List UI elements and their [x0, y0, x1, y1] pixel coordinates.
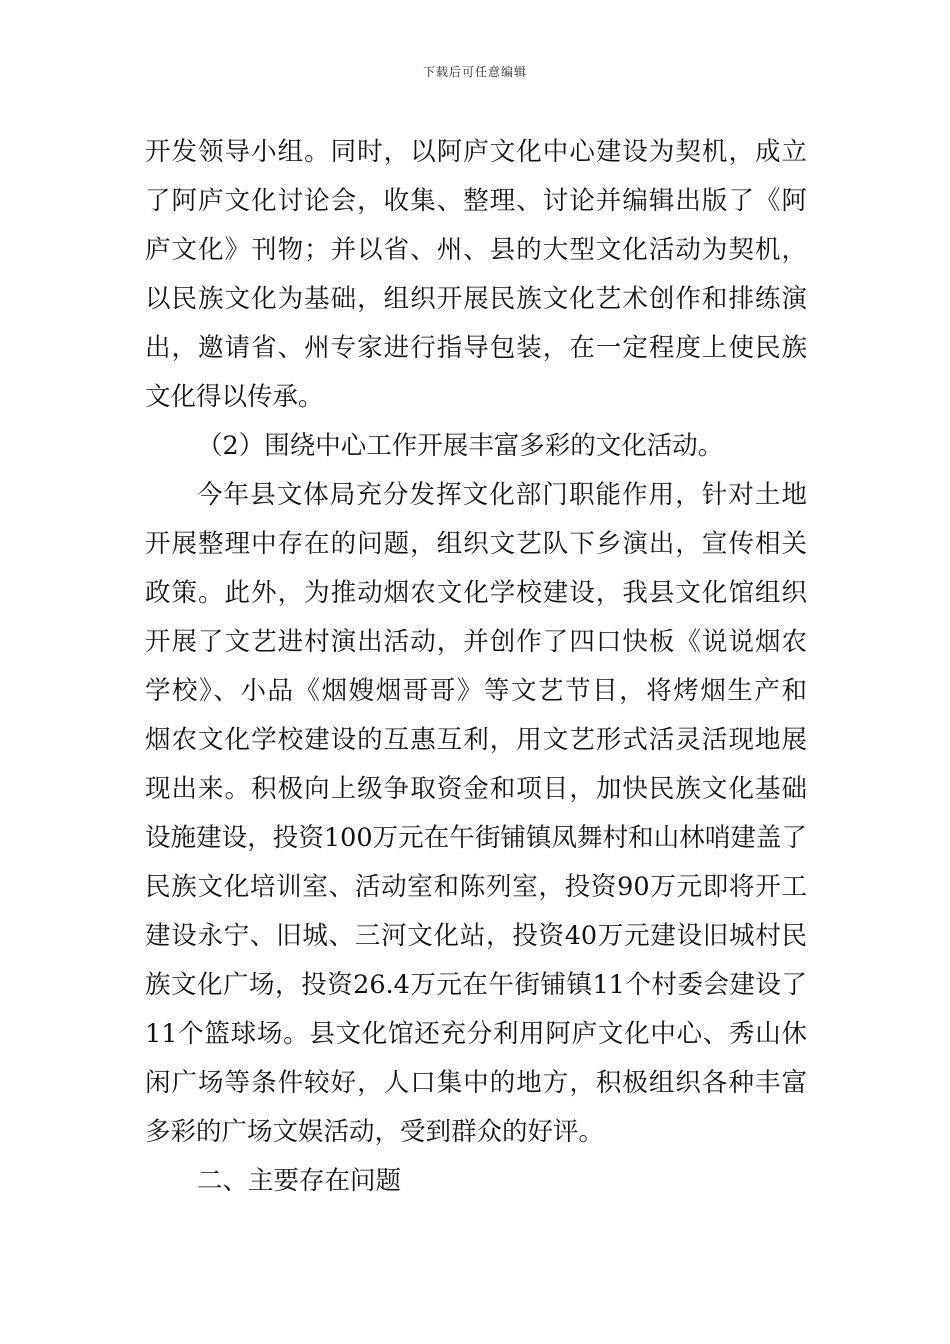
paragraph-line: 开展整理中存在的问题，组织文艺队下乡演出，宣传相关 — [145, 529, 807, 559]
subsection-heading: （2）围绕中心工作开展丰富多彩的文化活动。 — [197, 431, 724, 461]
paragraph-line: 出，邀请省、州专家进行指导包装，在一定程度上使民族 — [145, 333, 807, 363]
paragraph-line: 文化得以传承。 — [145, 382, 324, 412]
paragraph-line: 庐文化》刊物；并以省、州、县的大型文化活动为契机， — [145, 235, 807, 265]
paragraph-line: 学校》、小品《烟嫂烟哥哥》等文艺节目，将烤烟生产和 — [145, 676, 807, 706]
paragraph-line: 民族文化培训室、活动室和陈列室，投资90万元即将开工 — [145, 872, 807, 902]
section-heading: 二、主要存在问题 — [197, 1166, 402, 1196]
document-body — [145, 128, 807, 1206]
paragraph-line: 政策。此外，为推动烟农文化学校建设，我县文化馆组织 — [145, 578, 807, 608]
paragraph-line: 闲广场等条件较好，人口集中的地方，积极组织各种丰富 — [145, 1068, 807, 1098]
paragraph-line: 设施建设，投资100万元在午街铺镇凤舞村和山林哨建盖了 — [145, 823, 807, 853]
paragraph-line: 开发领导小组。同时，以阿庐文化中心建设为契机，成立 — [145, 137, 807, 167]
paragraph-line: 现出来。积极向上级争取资金和项目，加快民族文化基础 — [145, 774, 807, 804]
paragraph-line: 今年县文体局充分发挥文化部门职能作用，针对土地 — [197, 480, 807, 510]
paragraph-line: 开展了文艺进村演出活动，并创作了四口快板《说说烟农 — [145, 627, 807, 657]
paragraph-line: 建设永宁、旧城、三河文化站，投资40万元建设旧城村民 — [145, 921, 807, 951]
paragraph-line: 烟农文化学校建设的互惠互利，用文艺形式活灵活现地展 — [145, 725, 807, 755]
paragraph-line: 多彩的广场文娱活动，受到群众的好评。 — [145, 1117, 605, 1147]
paragraph-line: 11个篮球场。县文化馆还充分利用阿庐文化中心、秀山休 — [145, 1019, 807, 1049]
paragraph-line: 了阿庐文化讨论会，收集、整理、讨论并编辑出版了《阿 — [145, 186, 807, 216]
paragraph-line: 族文化广场，投资26.4万元在午街铺镇11个村委会建设了 — [145, 970, 807, 1000]
paragraph-line: 以民族文化为基础，组织开展民族文化艺术创作和排练演 — [145, 284, 807, 314]
page-header-note: 下载后可任意编辑 — [422, 65, 527, 79]
